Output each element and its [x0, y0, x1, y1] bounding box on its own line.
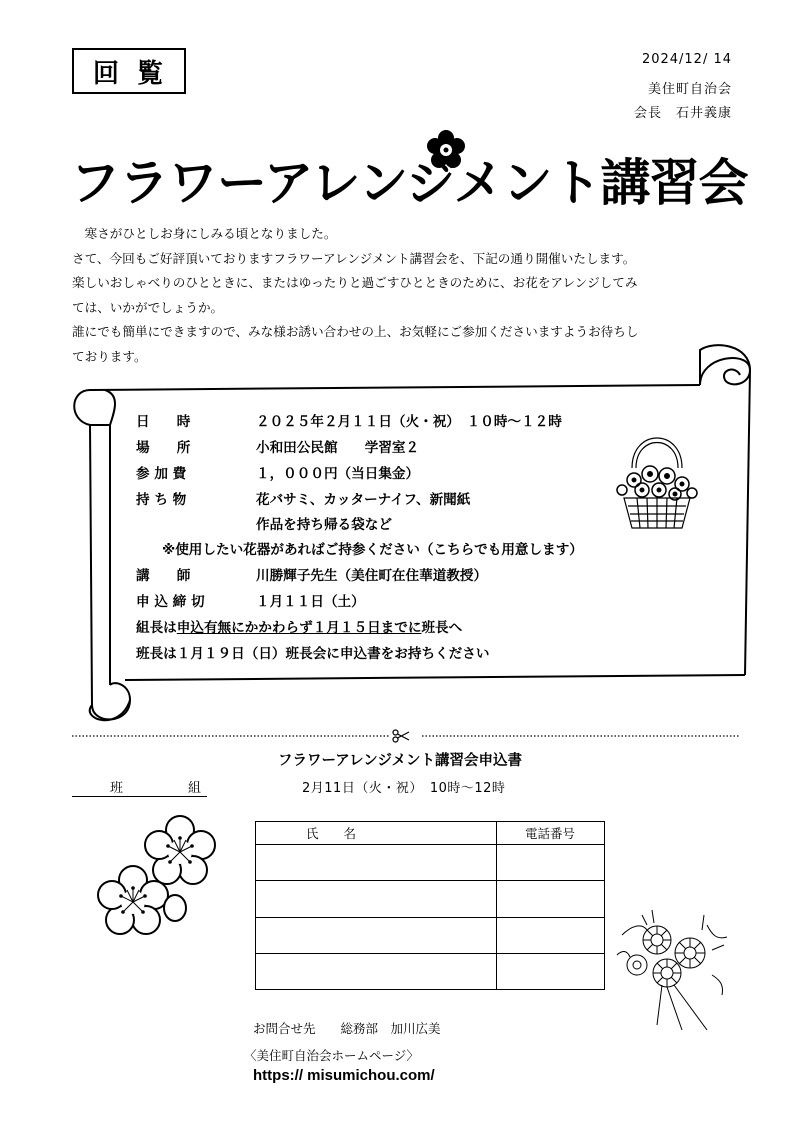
- form-date: 2月11日（火・祝） 10時～12時: [302, 781, 506, 796]
- name-column-header: 氏 名: [256, 822, 497, 845]
- place-row: [136, 436, 419, 456]
- hancho-note: 班長は１月１９日（日）班長会に申込書をお持ちください: [136, 646, 490, 662]
- bring-value-2: 作品を持ち帰る袋など: [256, 517, 392, 533]
- place-value: 小和田公民館 学習室２: [256, 440, 420, 456]
- place-label: 場 所: [136, 440, 191, 456]
- date-label: 日 時: [136, 414, 191, 430]
- chrysanthemum-icon: [612, 905, 732, 1035]
- chairperson: 会長 石井義康: [633, 106, 732, 121]
- fee-row: [136, 462, 419, 482]
- name-cell[interactable]: [256, 917, 497, 953]
- name-cell[interactable]: [256, 845, 497, 881]
- fee-label: 参 加 費: [136, 466, 187, 482]
- phone-cell[interactable]: [497, 845, 605, 881]
- bring-value: 花バサミ、カッターナイフ、新聞紙: [256, 492, 471, 508]
- homepage-link[interactable]: https:// misumichou.com/: [253, 1067, 435, 1084]
- organization-name: 美住町自治会: [647, 82, 732, 97]
- name-cell[interactable]: [256, 953, 497, 989]
- kumi-label: 組: [188, 781, 202, 796]
- contact-info: お問合せ先 総務部 加川広美: [253, 1021, 441, 1036]
- homepage-label: 〈美住町自治会ホームページ〉: [244, 1048, 419, 1063]
- teacher-label: 講 師: [136, 568, 191, 584]
- underlined-phrase: 申込有無にかかわらず１月１５日までに: [176, 620, 422, 636]
- bring-label: 持 ち 物: [136, 492, 187, 508]
- kumicho-note: 組長は申込有無にかかわらず１月１５日までに班長へ: [136, 620, 463, 636]
- intro-line: 楽しいおしゃべりのひとときに、またはゆったりと過ごすひとときのために、お花をアレンジしてみ: [72, 275, 638, 290]
- bring-row: [136, 488, 470, 508]
- vase-note: ※使用したい花器があればご持参ください（こちらでも用意します）: [162, 542, 583, 558]
- scissors-icon: [392, 729, 410, 743]
- form-title: フラワーアレンジメント講習会申込書: [277, 753, 523, 769]
- han-kumi-field[interactable]: [72, 777, 207, 797]
- application-table: [255, 821, 605, 990]
- intro-line: さて、今回もご好評頂いておりますフラワーアレンジメント講習会を、下記の通り開催いたします。: [72, 250, 636, 266]
- intro-line: ては、いかがでしょうか。: [72, 299, 224, 315]
- phone-column-header: 電話番号: [497, 822, 605, 845]
- phone-cell[interactable]: [497, 881, 605, 917]
- phone-cell[interactable]: [497, 953, 605, 989]
- intro-line: 寒さがひとしお身にしみる頃となりました。: [72, 226, 337, 241]
- intro-line: 誰にでも簡単にできますので、みな様お誘い合わせの上、お気軽にご参加くださいますようお待ちし: [72, 324, 639, 339]
- deadline-label: 申 込 締 切: [136, 594, 205, 610]
- date-value: ２０２５年２月１１日（火・祝） １０時～１２時: [256, 414, 562, 430]
- intro-line: ております。: [72, 348, 147, 364]
- deadline-row: [136, 590, 365, 610]
- issue-date: 2024/12/ 14: [641, 52, 732, 67]
- plum-blossom-icon: [95, 812, 230, 942]
- fee-value: １，０００円（当日集金）: [256, 466, 420, 482]
- page-title: フラワーアレンジメント講習会: [70, 154, 748, 212]
- date-row: [136, 410, 562, 430]
- teacher-value: 川勝輝子先生（美住町在住華道教授）: [256, 568, 488, 584]
- phone-cell[interactable]: [497, 917, 605, 953]
- kairan-box: 回覧: [72, 48, 186, 94]
- deadline-value: １月１１日（土）: [256, 594, 365, 610]
- name-cell[interactable]: [256, 881, 497, 917]
- teacher-row: [136, 564, 487, 584]
- flower-basket-icon: [612, 428, 702, 533]
- han-label: 班: [110, 781, 124, 796]
